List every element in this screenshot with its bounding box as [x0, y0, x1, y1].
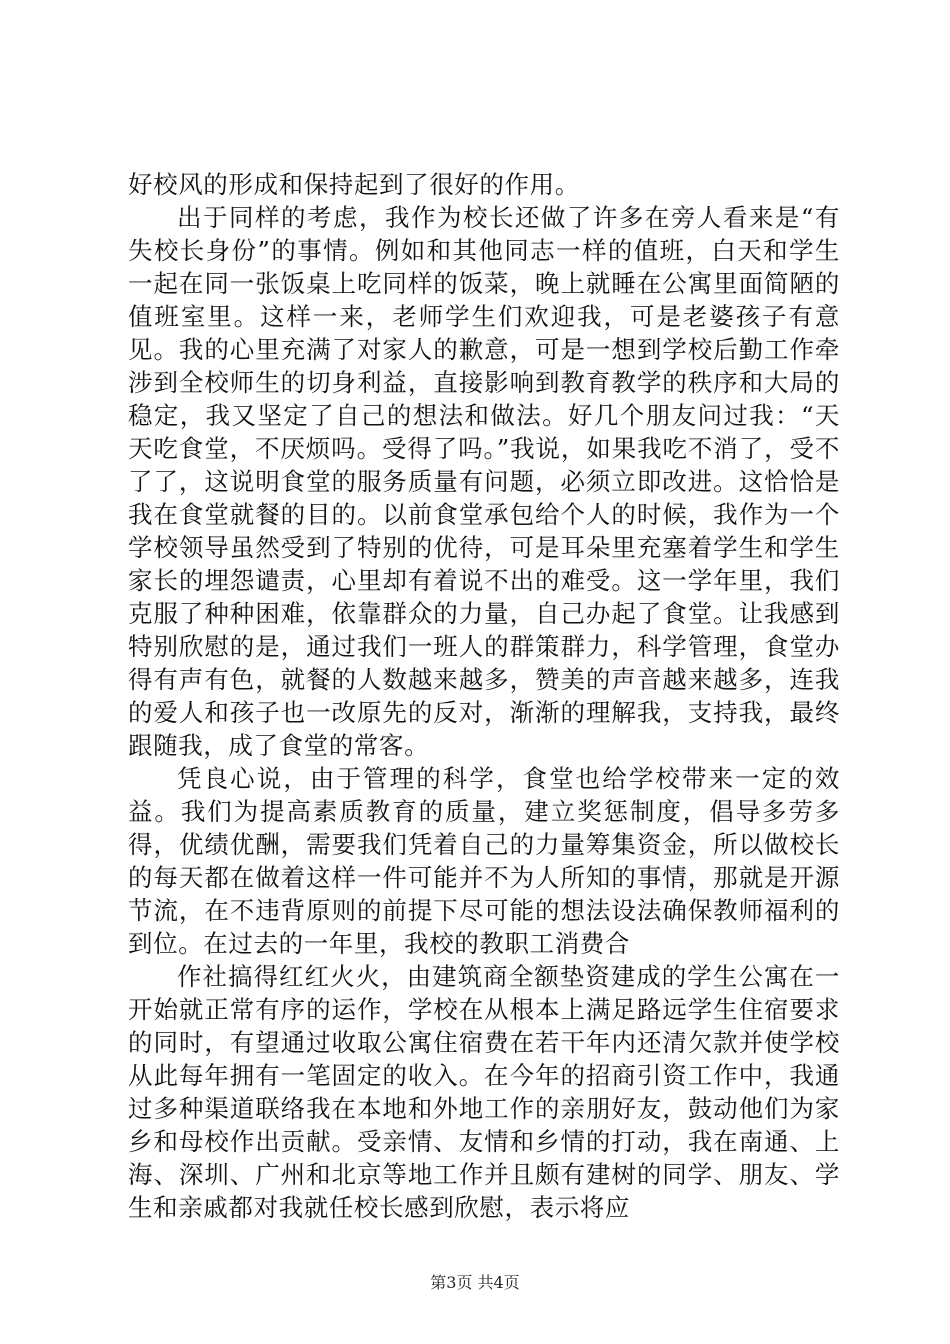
paragraph-2: 出于同样的考虑，我作为校长还做了许多在旁人看来是“有失校长身份”的事情。例如和其他同志一样的值班，白天和学生一起在同一张饭桌上吃同样的饭菜，晚上就睡在公寓里面简陋的值班室里。这样一来，老师学生们欢迎我，可是老婆孩子有意见。我的心里充满了对家人的歉意，可是一想到学校后勤工作牵涉到全校师生的切身利益，直接影响到教育教学的秩序和大局的稳定，我又坚定了自己的想法和做法。好几个朋友问过我：“天天吃食堂，不厌烦吗。受得了吗。”我说，如果我吃不消了，受不了了，这说明食堂的服务质量有问题，必须立即改进。这恰恰是我在食堂就餐的目的。以前食堂承包给个人的时候，我作为一个学校领导虽然受到了特别的优待，可是耳朵里充塞着学生和学生家长的埋怨谴责，心里却有着说不出的难受。这一学年里，我们克服了种种困难，依靠群众的力量，自己办起了食堂。让我感到特别欣慰的是，通过我们一班人的群策群力，科学管理，食堂办得有声有色，就餐的人数越来越多，赞美的声音越来越多，连我的爱人和孩子也一改原先的反对，渐渐的理解我，支持我，最终跟随我，成了食堂的常客。	[128, 203, 840, 760]
paragraph-1: 好校风的形成和保持起到了很好的作用。	[128, 170, 580, 199]
paragraph-3: 凭良心说，由于管理的科学，食堂也给学校带来一定的效益。我们为提高素质教育的质量，建立奖惩制度，倡导多劳多得，优绩优酬，需要我们凭着自己的力量筹集资金，所以做校长的每天都在做着这样一件可能并不为人所知的事情，那就是开源节流，在不违背原则的前提下尽可能的想法设法确保教师福利的到位。在过去的一年里，我校的教职工消费合	[128, 764, 840, 958]
document-body	[128, 168, 840, 1224]
page-number-footer: 第3页 共4页	[430, 1273, 520, 1292]
paragraph-4: 作社搞得红红火火，由建筑商全额垫资建成的学生公寓在一开始就正常有序的运作，学校在从根本上满足路远学生住宿要求的同时，有望通过收取公寓住宿费在若干年内还清欠款并使学校从此每年拥有一笔固定的收入。在今年的招商引资工作中，我通过多种渠道联络我在本地和外地工作的亲朋好友，鼓动他们为家乡和母校作出贡献。受亲情、友情和乡情的打动，我在南通、上海、深圳、广州和北京等地工作并且颇有建树的同学、朋友、学生和亲戚都对我就任校长感到欣慰，表示将应	[128, 962, 840, 1222]
